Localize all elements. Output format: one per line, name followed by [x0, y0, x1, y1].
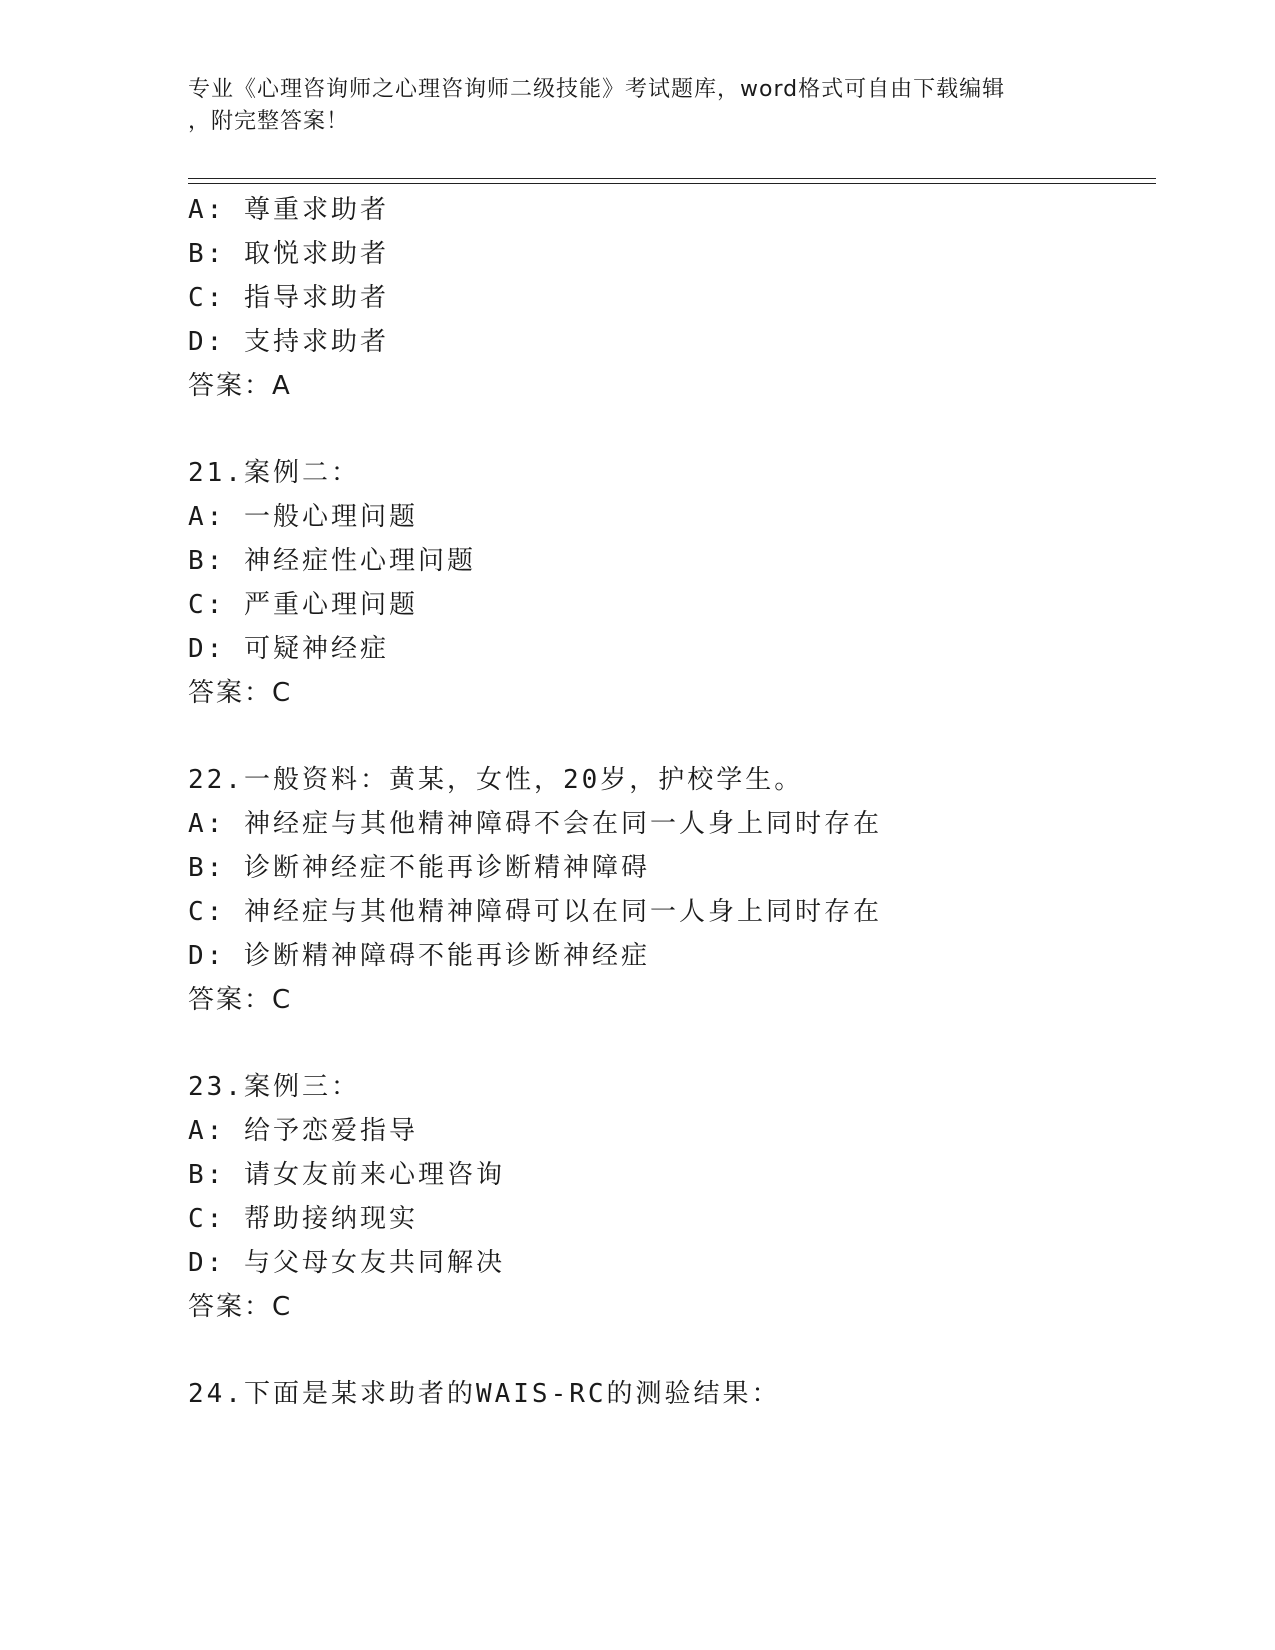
q23-option-b: B: 请女友前来心理咨询: [188, 1160, 505, 1190]
q23-option-a: A: 给予恋爱指导: [188, 1116, 418, 1146]
q22-option-d: D: 诊断精神障碍不能再诊断神经症: [188, 941, 650, 971]
document-header: [188, 74, 1088, 138]
header-divider-top: [188, 178, 1156, 179]
q23-option-c: C: 帮助接纳现实: [188, 1204, 418, 1234]
q23-answer: 答案：C: [188, 1292, 293, 1322]
header-line-2: ，附完整答案！: [188, 109, 350, 134]
q22-option-c: C: 神经症与其他精神障碍可以在同一人身上同时存在: [188, 897, 882, 927]
q21-option-a: A: 一般心理问题: [188, 502, 418, 532]
q22-option-a: A: 神经症与其他精神障碍不会在同一人身上同时存在: [188, 809, 882, 839]
prev-option-a: A: 尊重求助者: [188, 195, 389, 225]
q21-option-d: D: 可疑神经症: [188, 634, 389, 664]
prev-option-d: D: 支持求助者: [188, 327, 389, 357]
q23-title: 23.案例三：: [188, 1072, 360, 1102]
q21-option-c: C: 严重心理问题: [188, 590, 418, 620]
prev-option-c: C: 指导求助者: [188, 283, 389, 313]
q22-answer: 答案：C: [188, 985, 293, 1015]
q21-title: 21.案例二：: [188, 458, 360, 488]
q21-answer: 答案：C: [188, 678, 293, 708]
header-line-1: 专业《心理咨询师之心理咨询师二级技能》考试题库，word格式可自由下载编辑: [188, 77, 1006, 102]
prev-option-b: B: 取悦求助者: [188, 239, 389, 269]
q24-title: 24.下面是某求助者的WAIS-RC的测验结果：: [188, 1379, 781, 1409]
prev-answer: 答案：A: [188, 371, 292, 401]
q22-option-b: B: 诊断神经症不能再诊断精神障碍: [188, 853, 650, 883]
q21-option-b: B: 神经症性心理问题: [188, 546, 476, 576]
q23-option-d: D: 与父母女友共同解决: [188, 1248, 505, 1278]
header-divider-bottom: [188, 183, 1156, 184]
q22-title: 22.一般资料：黄某，女性，20岁，护校学生。: [188, 765, 804, 795]
